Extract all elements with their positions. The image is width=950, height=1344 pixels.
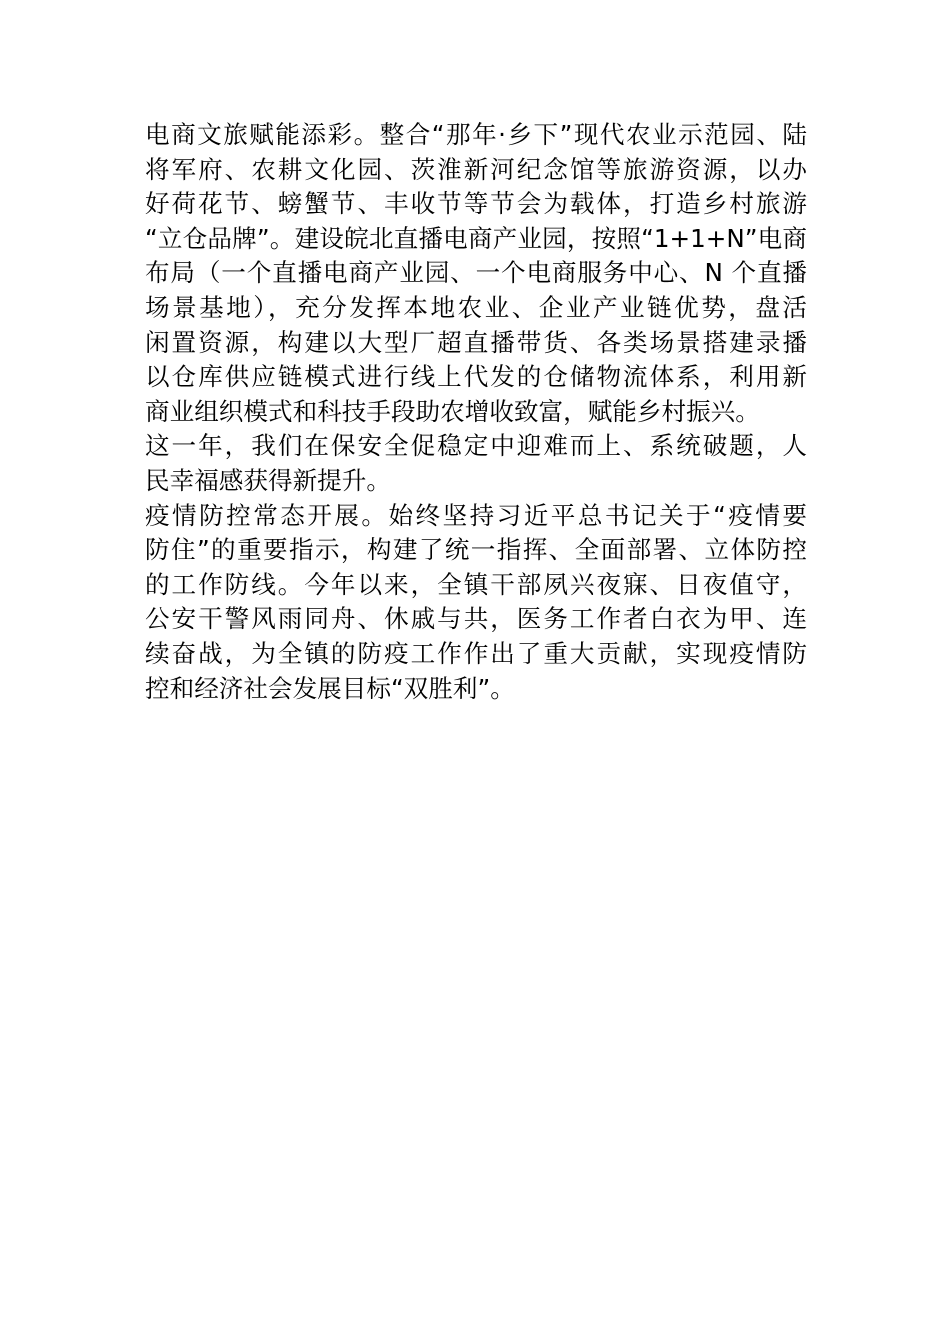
document-body	[145, 118, 807, 706]
text-line: 将军府、农耕文化园、茨淮新河纪念馆等旅游资源，以办	[145, 154, 807, 184]
text-line: 这一年，我们在保安全促稳定中迎难而上、系统破题，人	[145, 431, 807, 461]
text-line: 电商文旅赋能添彩。整合“那年·乡下”现代农业示范园、陆	[145, 120, 807, 149]
text-line: 的工作防线。今年以来，全镇干部夙兴夜寐、日夜值守，	[145, 569, 807, 599]
paragraph-epidemic-control	[145, 499, 807, 707]
text-line: 布局（一个直播电商产业园、一个电商服务中心、N 个直播	[145, 258, 807, 288]
text-line: 以仓库供应链模式进行线上代发的仓储物流体系，利用新	[145, 362, 807, 392]
text-line: 公安干警风雨同舟、休戚与共，医务工作者白衣为甲、连	[145, 604, 807, 634]
paragraph-safety-stability	[145, 429, 807, 498]
text-line: 场景基地），充分发挥本地农业、企业产业链优势，盘活	[145, 292, 807, 322]
paragraph-ecommerce-tourism	[145, 118, 807, 429]
text-line: 疫情防控常态开展。始终坚持习近平总书记关于“疫情要	[145, 500, 807, 530]
text-line: “立仓品牌”。建设皖北直播电商产业园，按照“1+1+N”电商	[145, 223, 807, 253]
text-line: 好荷花节、螃蟹节、丰收节等节会为载体，打造乡村旅游	[145, 189, 807, 219]
text-line: 闲置资源，构建以大型厂超直播带货、各类场景搭建录播	[145, 327, 807, 357]
text-line: 续奋战，为全镇的防疫工作作出了重大贡献，实现疫情防	[145, 638, 807, 668]
text-line: 商业组织模式和科技手段助农增收致富，赋能乡村振兴。	[145, 396, 760, 426]
text-line: 民幸福感获得新提升。	[145, 465, 391, 495]
text-line: 控和经济社会发展目标“双胜利”。	[145, 673, 515, 703]
text-line: 防住”的重要指示，构建了统一指挥、全面部署、立体防控	[145, 535, 807, 565]
